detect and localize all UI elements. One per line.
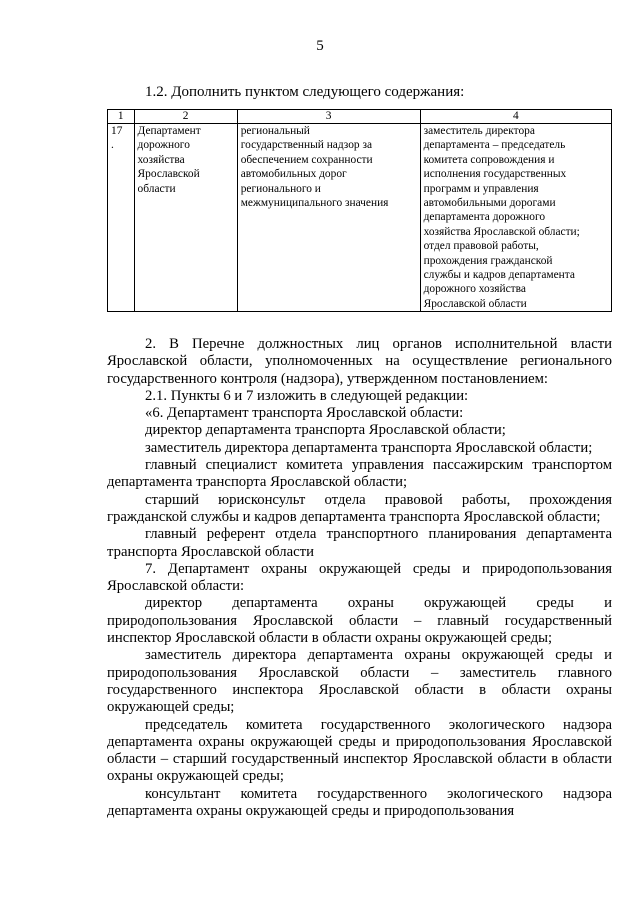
- paragraph: 2. В Перечне должностных лиц органов исполнительной власти Ярославской области, уполномоченных на осуществление регионального государственного контроля (надзора), утвержденном постановлением:: [107, 336, 612, 387]
- table-header-cell: 3: [237, 110, 420, 124]
- table-header-cell: 4: [420, 110, 611, 124]
- officials-cell: заместитель директора департамента – председатель комитета сопровождения и исполнения государственных программ и управления автомобильными дорогами департамента дорожного хозяйства Ярославской области; отдел правовой работы, прохождения гражданской службы и кадров департамента дорожного хозяйства Ярославской области: [420, 124, 611, 312]
- paragraph: «6. Департамент транспорта Ярославской области:: [145, 405, 464, 422]
- paragraph: заместитель директора департамента транспорта Ярославской области;: [145, 439, 593, 456]
- function-cell: региональный государственный надзор за обеспечением сохранности автомобильных дорог регионального и межмуниципального значения: [237, 124, 420, 312]
- paragraph: директор департамента охраны окружающей среды и природопользования Ярославской области – главный государственный инспектор Ярославской области в области охраны окружающей среды;: [107, 595, 612, 647]
- paragraph: 2.1. Пункты 6 и 7 изложить в следующей редакции:: [145, 387, 469, 404]
- body-text: [107, 336, 612, 820]
- amendment-table: [107, 109, 612, 312]
- section-heading: 1.2. Дополнить пунктом следующего содержания:: [145, 84, 465, 100]
- table-row: [108, 124, 612, 312]
- page-number: 5: [316, 38, 324, 54]
- paragraph: старший юрисконсульт отдела правовой работы, прохождения гражданской службы и кадров департамента транспорта Ярославской области;: [107, 491, 612, 525]
- paragraph: главный референт отдела транспортного планирования департамента транспорта Ярославской области: [107, 526, 612, 560]
- table-header-row: [108, 110, 612, 124]
- paragraph: 7. Департамент охраны окружающей среды и природопользования Ярославской области:: [107, 560, 612, 595]
- table-header-cell: 2: [134, 110, 237, 124]
- paragraph: председатель комитета государственного экологического надзора департамента охраны окружающей среды и природопользования Ярославской области – старший государственный инспектор Ярославской области в области охраны окружающей среды;: [107, 716, 612, 785]
- department-cell: Департамент дорожного хозяйства Ярославской области: [134, 124, 237, 312]
- row-number-cell: 17 .: [108, 124, 135, 312]
- paragraph: консультант комитета государственного экологического надзора департамента охраны окружающей среды и природопользования: [107, 785, 612, 820]
- table-header-cell: 1: [108, 110, 135, 124]
- paragraph: директор департамента транспорта Ярославской области;: [145, 422, 506, 439]
- paragraph: заместитель директора департамента охраны окружающей среды и природопользования Ярославской области – заместитель главного государственного инспектора Ярославской области в области охраны окружающей среды;: [107, 647, 612, 716]
- paragraph: главный специалист комитета управления пассажирским транспортом департамента транспорта Ярославской области;: [107, 457, 612, 491]
